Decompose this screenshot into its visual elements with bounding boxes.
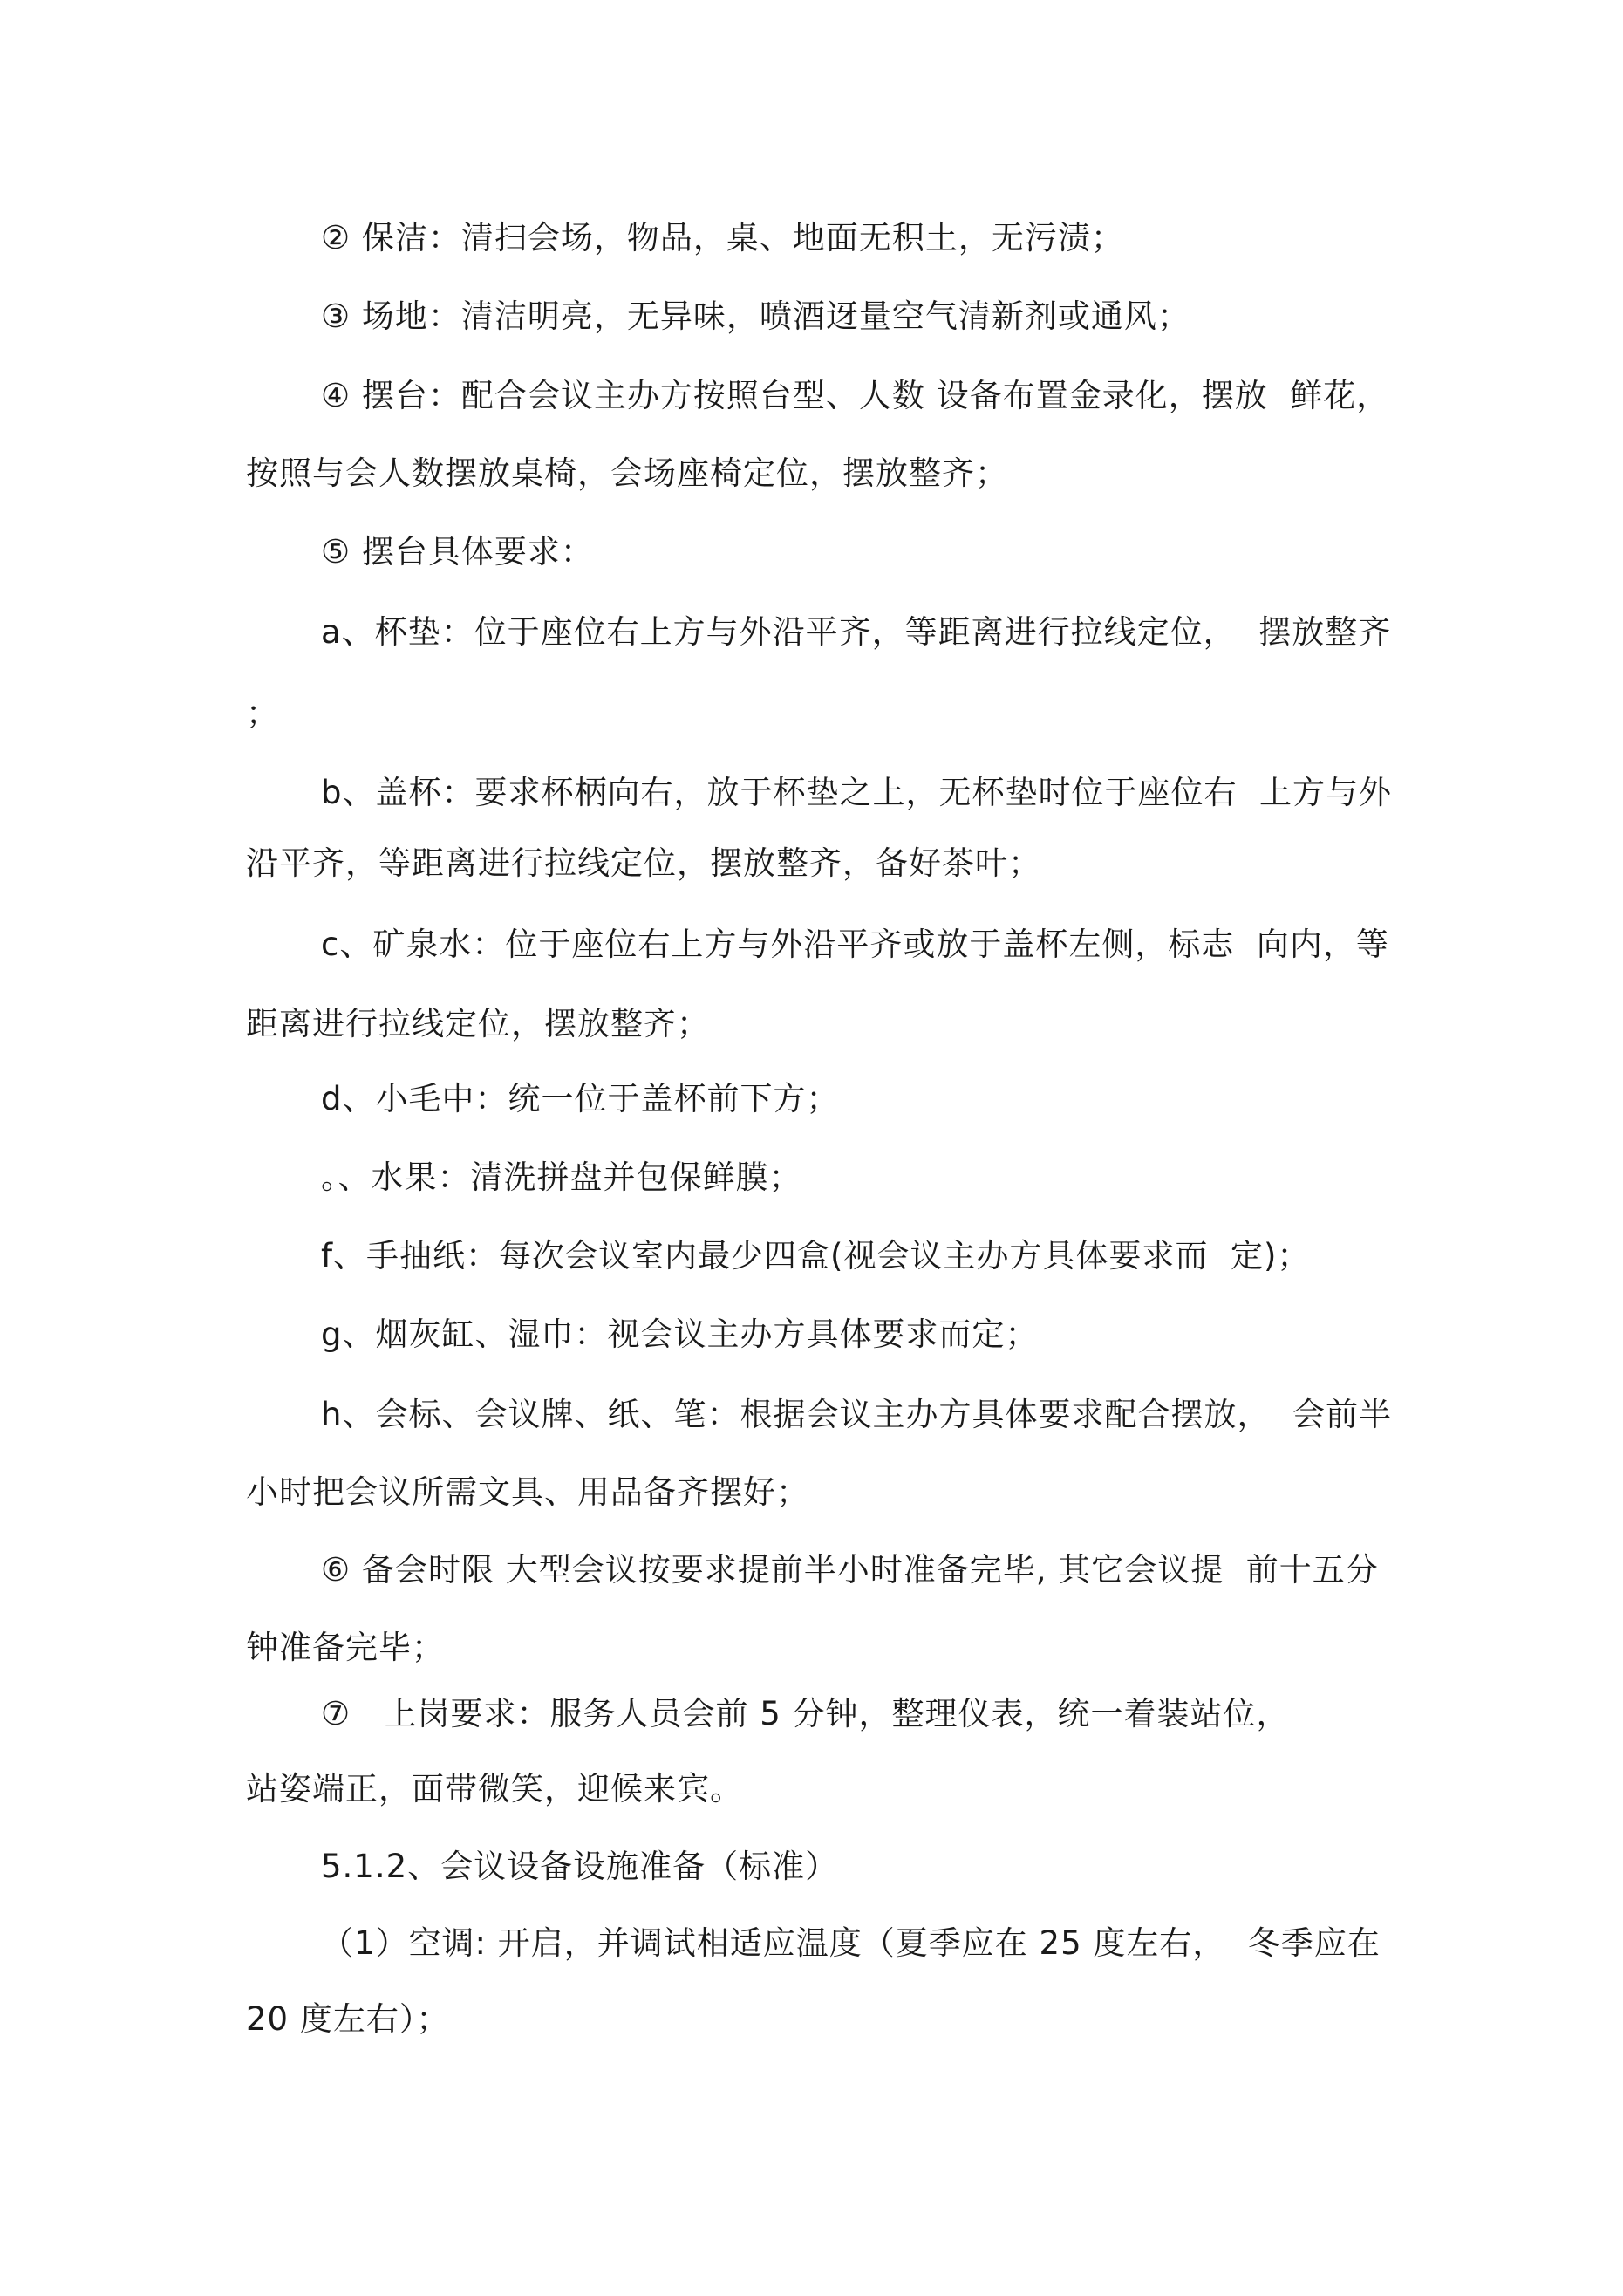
text-line-20: ⑦ 上岗要求：服务人员会前 5 分钟，整理仪表，统一着装站位， <box>321 1695 1290 1732</box>
text-line-24: 20 度左右）； <box>246 2000 450 2038</box>
text-line-8: b、盖杯：要求杯柄向右，放于杯垫之上，无杯垫时位于座位右 上方与外 <box>321 774 1393 811</box>
section-heading: 5.1.2、会议设备设施准备（标准） <box>321 1848 839 1885</box>
text-line-7: ； <box>246 694 279 732</box>
text-line-1: ② 保洁：清扫会场，物品，桌、地面无积土，无污渍； <box>321 219 1124 256</box>
text-line-23: （1）空调: 开启，并调试相适应温度（夏季应在 25 度左右， 冬季应在 <box>321 1924 1381 1962</box>
text-line-14: f、手抽纸：每次会议室内最少四盒(视会议主办方具体要求而 定)； <box>321 1237 1311 1274</box>
text-line-21: 站姿端正，面带微笑，迎候来宾。 <box>246 1770 743 1807</box>
text-line-12: d、小毛中：统一位于盖杯前下方； <box>321 1080 840 1117</box>
text-line-2: ③ 场地：清洁明亮，无异味，喷酒迓量空气清新剂或通风； <box>321 297 1190 335</box>
text-line-13: 。、水果：清洗拼盘并包保鲜膜； <box>321 1158 802 1196</box>
text-line-17: 小时把会议所需文具、用品备齐摆好； <box>246 1473 809 1511</box>
text-line-16: h、会标、会议牌、纸、笔：根据会议主办方具体要求配合摆放， 会前半 <box>321 1396 1392 1433</box>
text-line-3: ④ 摆台：配合会议主办方按照台型、人数 设备布置金录化，摆放 鲜花， <box>321 377 1390 414</box>
text-line-9: 沿平齐，等距离进行拉线定位，摆放整齐，备好茶叶； <box>246 844 1041 882</box>
text-line-5: ⑤ 摆台具体要求： <box>321 533 594 571</box>
text-line-15: g、烟灰缸、湿巾：视会议主办方具体要求而定； <box>321 1315 1039 1353</box>
text-line-10: c、矿泉水：位于座位右上方与外沿平齐或放于盖杯左侧，标志 向内，等 <box>321 926 1389 963</box>
text-line-19: 钟准备完毕； <box>246 1629 445 1666</box>
text-line-6: a、杯垫：位于座位右上方与外沿平齐，等距离进行拉线定位， 摆放整齐 <box>321 613 1392 651</box>
text-line-11: 距离进行拉线定位，摆放整齐； <box>246 1005 710 1042</box>
text-line-4: 按照与会人数摆放桌椅，会场座椅定位，摆放整齐； <box>246 454 1008 492</box>
text-line-18: ⑥ 备会时限 大型会议按要求提前半小时准备完毕, 其它会议提 前十五分 <box>321 1551 1379 1589</box>
